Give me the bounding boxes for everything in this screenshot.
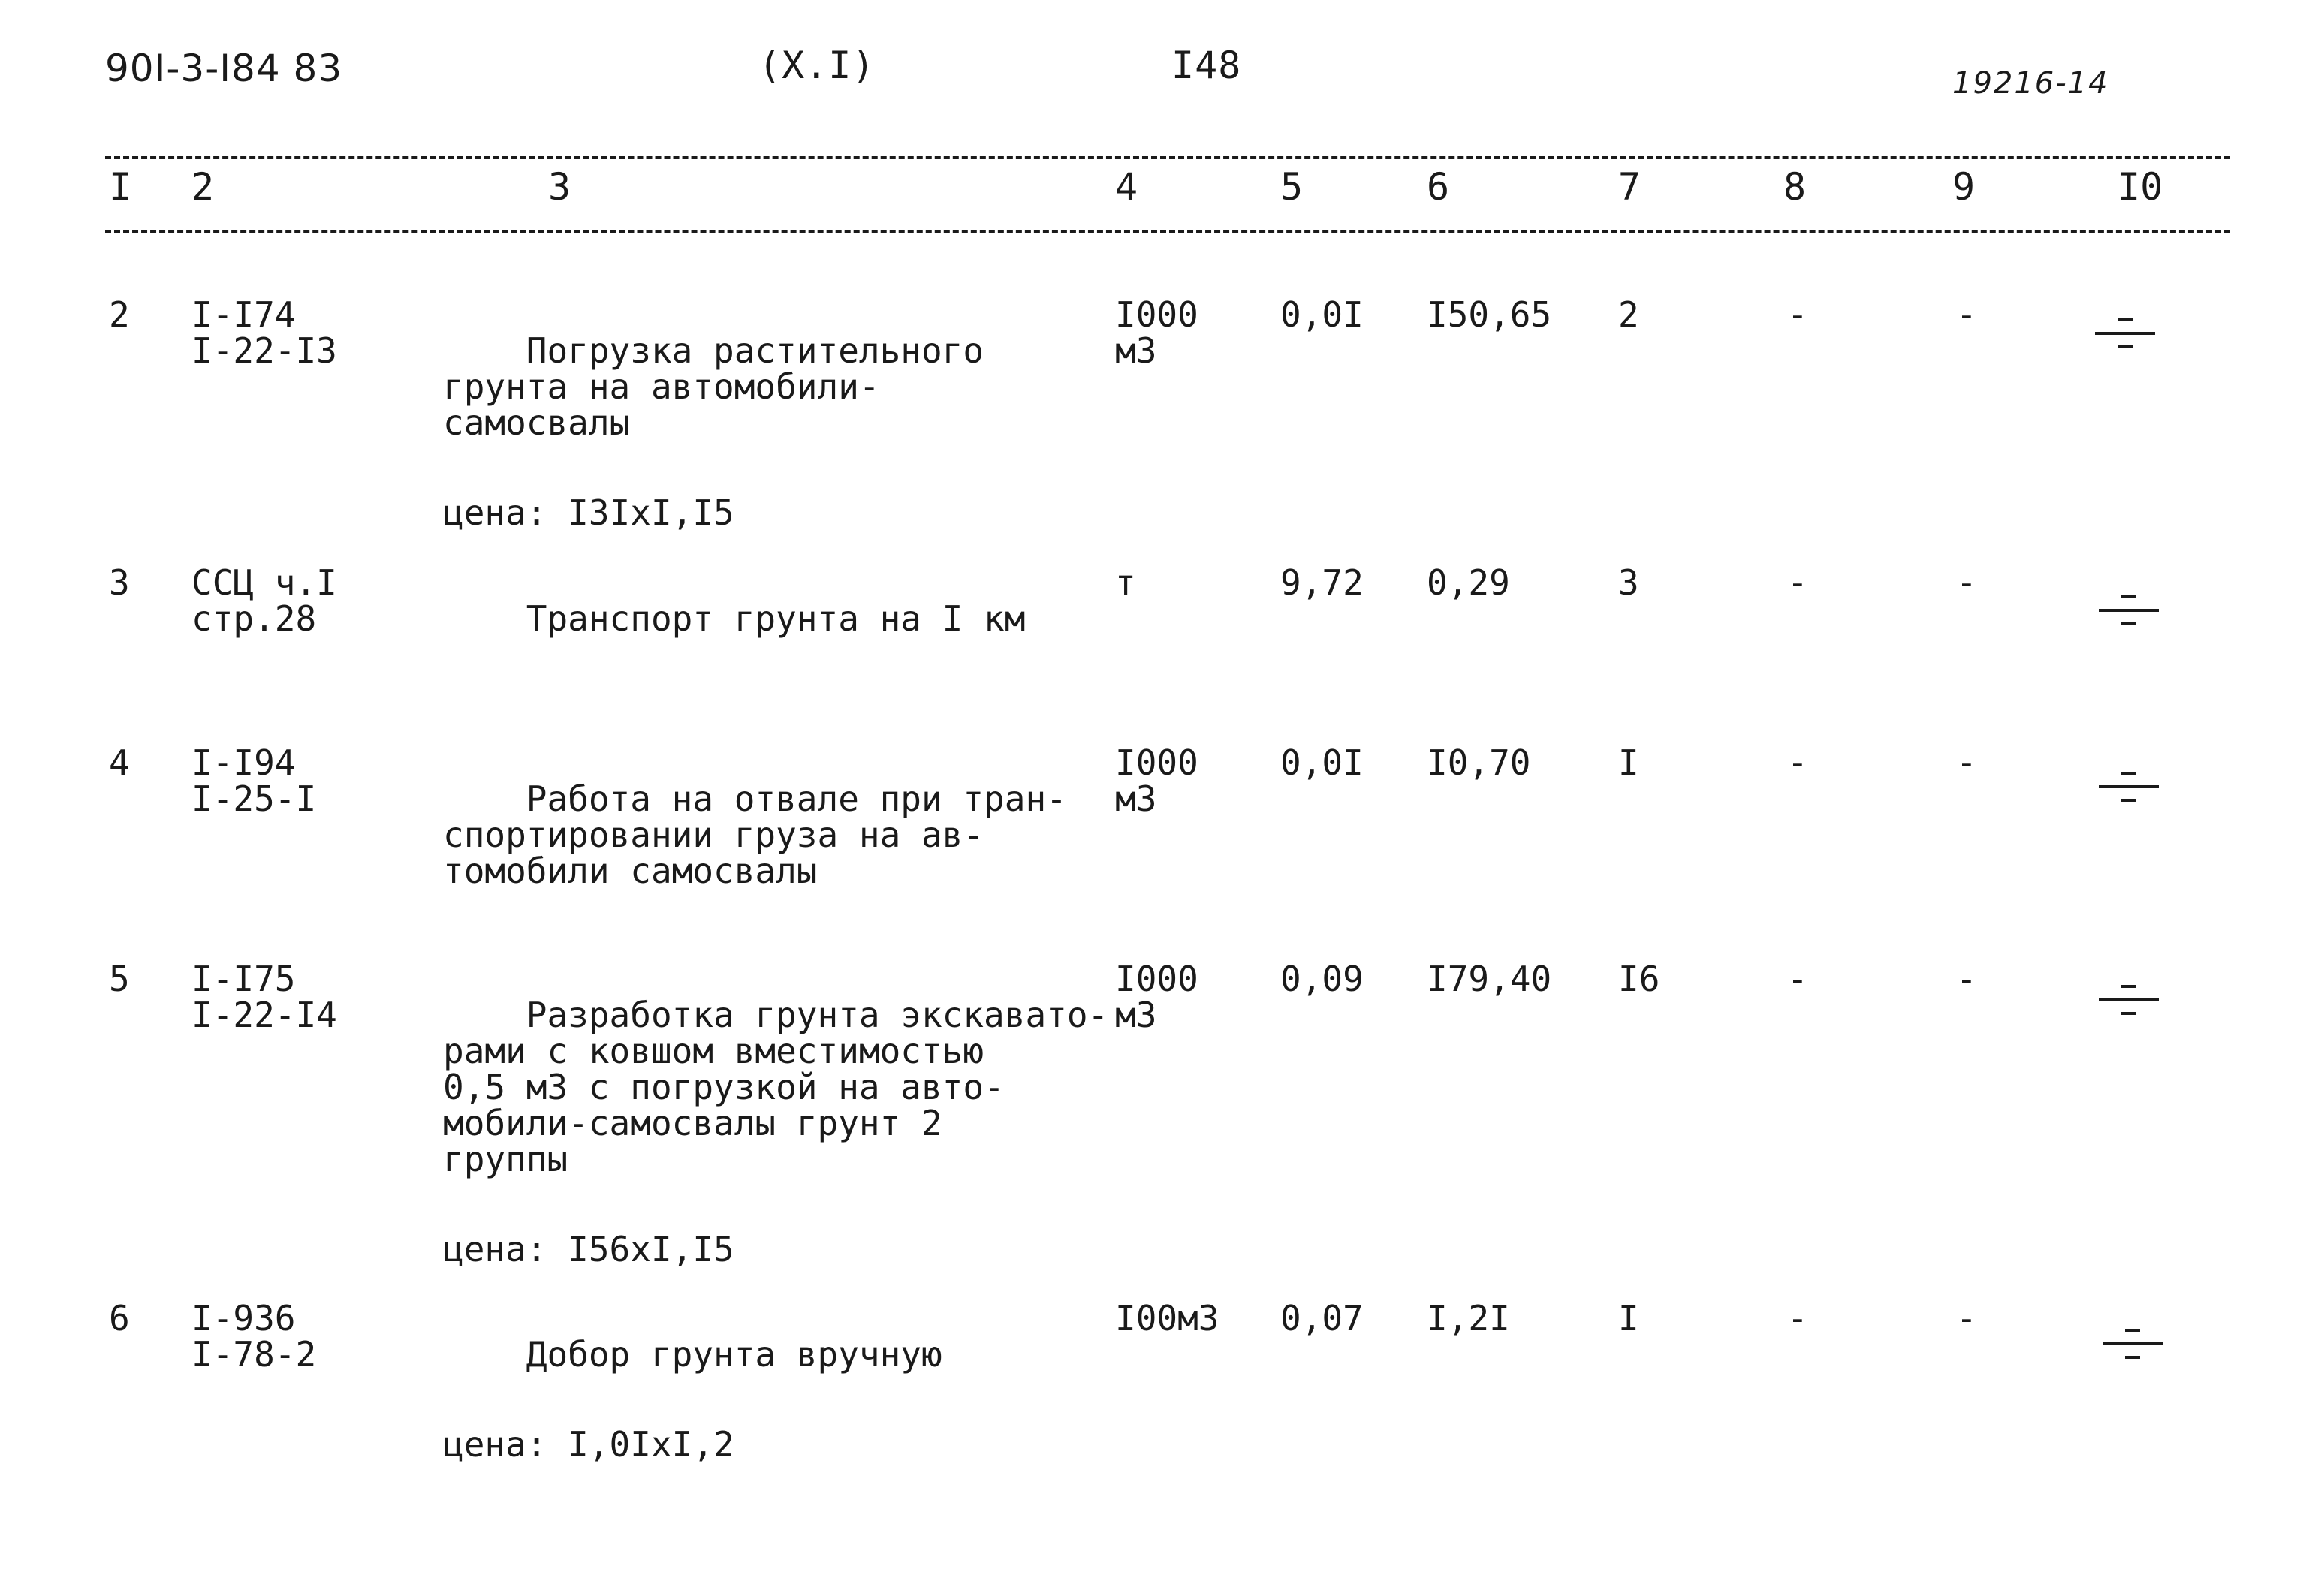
row-cost: I0,70 [1427,742,1531,783]
column-header-4: 4 [1115,165,1138,209]
row-col8: - [1787,562,1808,603]
column-header-3: 3 [548,165,571,209]
row-description-text: Транспорт грунта на I км [526,598,1026,639]
row-col9: - [1956,294,1977,335]
row-number: 5 [109,959,130,999]
header-rule-bottom [105,230,2230,233]
row-description [443,297,984,603]
header-rule-top [105,156,2230,159]
division-sign-icon [2099,772,2159,802]
row-unit: I000 м3 [1115,959,1198,1035]
row-col9: - [1956,742,1977,783]
row-number: 6 [109,1298,130,1339]
section-label: (X.I) [758,44,876,87]
row-number: 2 [109,294,130,335]
column-header-1: I [109,165,132,209]
row-reference: I-I94 I-25-I [191,742,317,819]
row-cost: I50,65 [1427,294,1552,335]
column-header-6: 6 [1427,165,1450,209]
row-col9: - [1956,1298,1977,1339]
row-col7: I [1618,1298,1639,1339]
row-quantity: 0,0I [1280,294,1364,335]
row-cost: I,2I [1427,1298,1510,1339]
row-col7: 3 [1618,562,1639,603]
row-col7: 2 [1618,294,1639,335]
row-quantity: 0,07 [1280,1298,1364,1339]
row-number: 4 [109,742,130,783]
row-col9: - [1956,562,1977,603]
division-sign-icon [2095,318,2155,348]
row-description [443,961,1108,1339]
row-unit: I00м3 [1115,1298,1219,1339]
division-sign-icon [2099,595,2159,625]
row-description-text: Добор грунта вручную [526,1334,942,1375]
row-unit: I000 м3 [1115,742,1198,819]
division-sign-icon [2103,1329,2163,1359]
row-description [443,745,1067,925]
row-description-text: Разработка грунта экскавато- рами с ковшом вместимостью 0,5 м3 с погрузкой на авто- мобили-самосвалы грунт 2 группы [443,995,1109,1179]
row-col9: - [1956,959,1977,999]
row-reference: I-I74 I-22-I3 [191,294,337,371]
page-number: I48 [1171,44,1242,87]
column-header-7: 7 [1618,165,1641,209]
doc-number: 90I-3-I84 83 [105,47,343,90]
column-header-5: 5 [1280,165,1304,209]
column-header-10: I0 [2118,165,2163,209]
row-description [443,1300,942,1534]
row-reference: I-936 I-78-2 [191,1298,317,1375]
row-reference: ССЦ ч.I стр.28 [191,562,337,639]
row-quantity: 0,0I [1280,742,1364,783]
row-quantity: 9,72 [1280,562,1364,603]
row-price: цена: I3IxI,I5 [443,492,734,533]
row-quantity: 0,09 [1280,959,1364,999]
row-col8: - [1787,959,1808,999]
doc-code: 19216-14 [1952,66,2109,101]
row-number: 3 [109,562,130,603]
row-cost: I79,40 [1427,959,1552,999]
column-header-8: 8 [1783,165,1807,209]
row-col8: - [1787,294,1808,335]
row-price: цена: I,0IxI,2 [443,1424,734,1465]
row-description-text: Работа на отвале при тран- спортировании груза на ав- томобили самосвалы [443,778,1067,891]
row-reference: I-I75 I-22-I4 [191,959,337,1035]
column-header-2: 2 [191,165,215,209]
row-col8: - [1787,1298,1808,1339]
row-price: цена: I56xI,I5 [443,1229,734,1269]
row-unit: I000 м3 [1115,294,1198,371]
column-header-9: 9 [1952,165,1976,209]
row-col7: I [1618,742,1639,783]
row-unit: т [1115,562,1136,603]
division-sign-icon [2099,985,2159,1015]
row-description-text: Погрузка растительного грунта на автомобили- самосвалы [443,330,984,443]
row-cost: 0,29 [1427,562,1510,603]
row-col7: I6 [1618,959,1660,999]
row-description [443,565,1025,673]
row-col8: - [1787,742,1808,783]
